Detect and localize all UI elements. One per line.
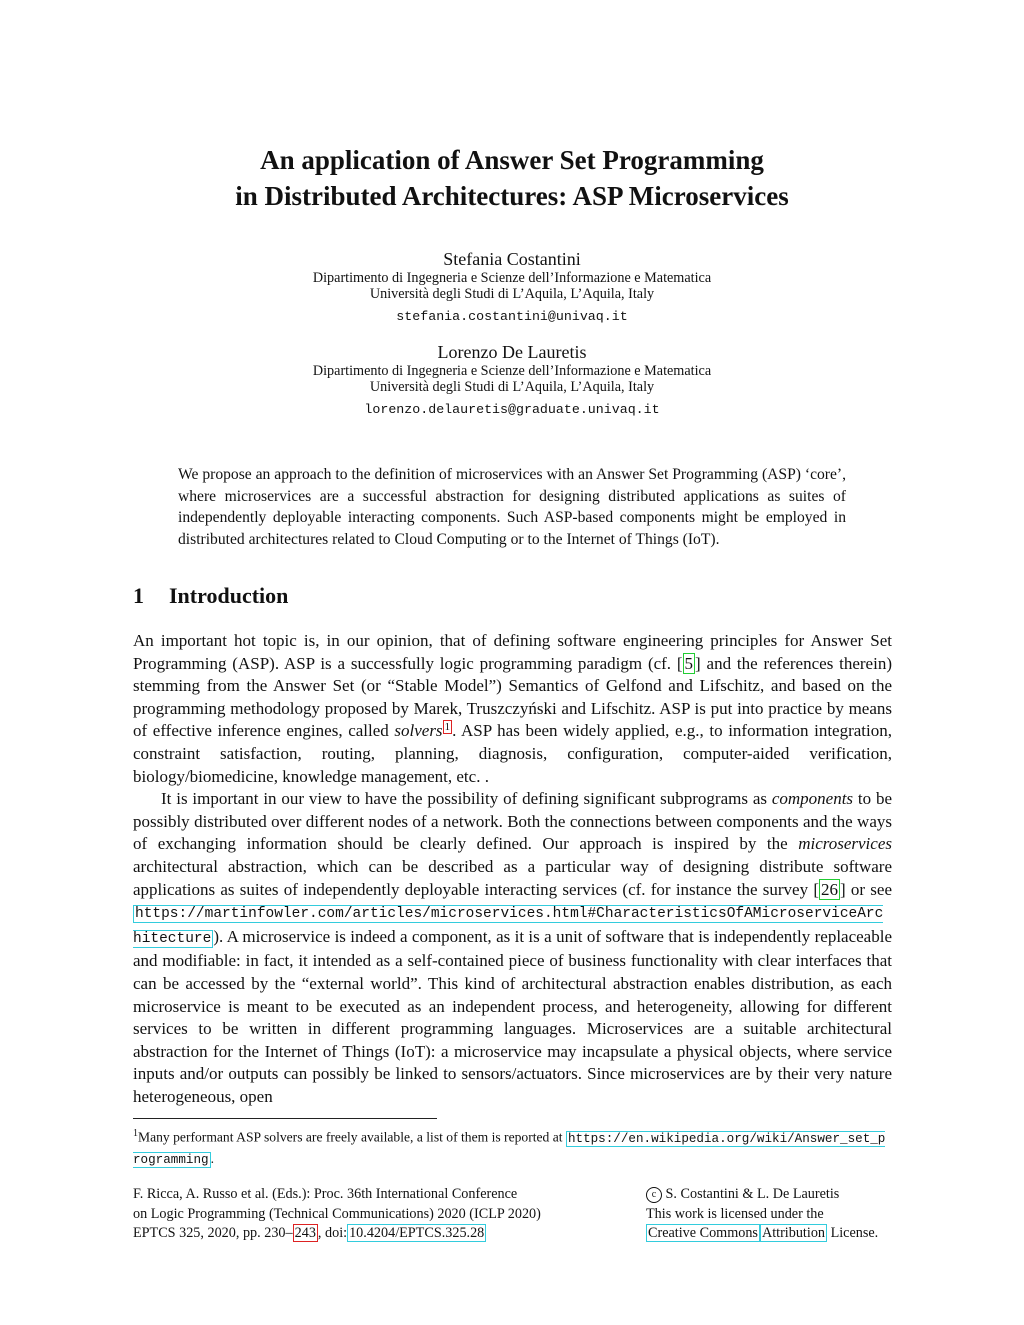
paragraph — [133, 788, 892, 1108]
footer-line: on Logic Programming (Technical Communications) 2020 (ICLP 2020) — [133, 1205, 541, 1222]
paper-title — [0, 142, 1024, 214]
footer-line: F. Ricca, A. Russo et al. (Eds.): Proc. 36th International Conference — [133, 1186, 518, 1202]
section-number: 1 — [133, 583, 144, 608]
section-heading — [133, 583, 288, 609]
footnote — [133, 1124, 892, 1170]
author-affiliation: Università degli Studi di L’Aquila, L’Aquila, Italy — [369, 379, 655, 395]
emphasis: solvers — [394, 721, 443, 741]
footnote-link[interactable]: 1 — [444, 720, 451, 733]
text-run: architectural abstraction, which can be described as a particular way of designing distribute software applications as suites of independently deployable interacting services (cf. for instance the survey [ — [133, 856, 892, 899]
text-run: ] or see — [839, 879, 892, 899]
attribution-link[interactable]: Attribution — [761, 1225, 826, 1241]
footer-text: License. — [827, 1225, 879, 1241]
section-title: Introduction — [169, 583, 289, 608]
footer-line: This work is licensed under the — [646, 1205, 824, 1222]
author-affiliation: Dipartimento di Ingegneria e Scienze dell’Informazione e Matematica — [312, 270, 712, 286]
author-name: Lorenzo De Lauretis — [437, 342, 587, 362]
footer-line — [646, 1185, 926, 1205]
emphasis: microservices — [798, 834, 892, 854]
author-email: lorenzo.delauretis@graduate.univaq.it — [364, 402, 660, 417]
author-block-2 — [0, 341, 1024, 418]
author-name: Stefania Costantini — [443, 249, 581, 269]
footer-line — [133, 1224, 593, 1244]
proceedings-footer — [133, 1185, 593, 1244]
title-line-1: An application of Answer Set Programming — [260, 145, 764, 175]
title-line-2: in Distributed Architectures: ASP Microservices — [235, 181, 789, 211]
author-affiliation: Università degli Studi di L’Aquila, L’Aquila, Italy — [369, 286, 655, 302]
url-link[interactable]: https://martinfowler.com/articles/microservices.html#CharacteristicsOfAMicroserviceArchitecture — [133, 906, 884, 947]
abstract: We propose an approach to the definition of microservices with an Answer Set Programming (ASP) ‘core’, where microservices are a successful abstraction for designing distributed applications as suites of independently deployable interacting components. Such ASP-based components might be employed in distributed architectures related to Cloud Computing or to the Internet of Things (IoT). — [178, 466, 846, 548]
license-footer — [646, 1185, 926, 1244]
page-end-link[interactable]: 243 — [294, 1225, 316, 1241]
citation-link[interactable]: 26 — [820, 879, 838, 899]
footer-text: EPTCS 325, 2020, pp. 230– — [133, 1225, 293, 1241]
paragraph — [133, 630, 892, 788]
author-email: stefania.costantini@univaq.it — [396, 309, 628, 324]
text-run: It is important in our view to have the possibility of defining significant subprograms as — [161, 789, 772, 809]
footer-line — [646, 1224, 926, 1244]
text-run: . ASP has been widely applied, e.g., to information integration, constraint satisfaction, routing, planning, diagnosis, configuration, computer-aided verification, biology/biomedicine, knowledge management, etc. . — [133, 721, 892, 786]
creative-commons-link[interactable]: Creative Commons — [648, 1225, 758, 1241]
citation-link[interactable]: 5 — [684, 653, 694, 673]
footnote-end: . — [210, 1150, 214, 1166]
footer-text: , doi: — [317, 1225, 348, 1241]
text-run: to be possibly distributed over different nodes of a network. Both the connections between components and the ways of exchanging information should be clearly defined. Our approach is inspired by the — [133, 789, 892, 854]
footnote-text: Many performant ASP solvers are freely available, a list of them is reported at — [138, 1129, 566, 1145]
text-run: ] and the references therein) stemming from the Answer Set (or “Stable Model”) Semantics of Gelfond and Lifschitz, and based on the programming methodology proposed by Marek, Truszczyński and Lifschitz. ASP is put into practice by means of effective inference engines, called — [133, 653, 892, 741]
copyright-icon: c — [646, 1187, 662, 1203]
footnote-rule — [133, 1118, 437, 1119]
text-run: An important hot topic is, in our opinion, that of defining software engineering principles for Answer Set Programming (ASP). ASP is a successfully logic programming paradigm (cf. [ — [133, 631, 892, 673]
author-affiliation: Dipartimento di Ingegneria e Scienze dell’Informazione e Matematica — [312, 363, 712, 379]
text-run: ). A microservice is indeed a component, as it is a unit of software that is independently replaceable and modifiable: in fact, it intended as a self-contained piece of business functionality with clear interfaces that can be accessed by the “external world”. This kind of architectural abstraction enables distribution, as each microservice is meant to be executed as an independent process, and heterogeneity, allowing for different services to be written in different programming languages. Microservices are a suitable architectural abstraction for the Internet of Things (IoT): a microservice may incapsulate a physical objects, where service inputs and/or outputs can possibly be linked to sensors/actuators. Since microservices are by their very nature heterogeneous, open — [133, 926, 892, 1106]
author-block-1 — [0, 248, 1024, 325]
footnote-url-link[interactable]: https://en.wikipedia.org/wiki/Answer_set_programming — [133, 1131, 886, 1167]
body-text — [133, 630, 892, 1108]
footer-text: S. Costantini & L. De Lauretis — [665, 1186, 840, 1202]
doi-link[interactable]: 10.4204/EPTCS.325.28 — [349, 1225, 485, 1241]
footnote-mark: 1 — [133, 1128, 138, 1139]
emphasis: components — [771, 789, 854, 809]
